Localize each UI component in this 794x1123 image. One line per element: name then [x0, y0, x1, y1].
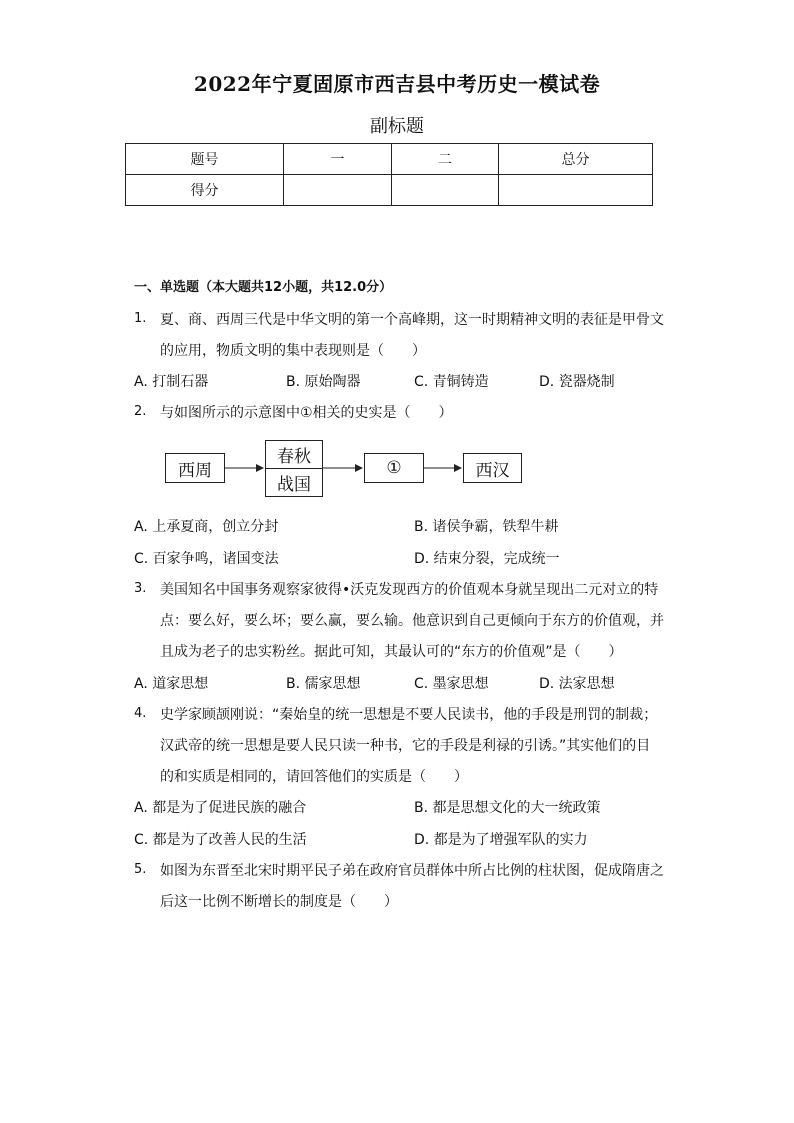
score-cell[interactable] — [284, 175, 392, 206]
option-d[interactable]: D. 法家思想 — [539, 676, 615, 692]
diagram-box-circled-one: ① — [364, 453, 424, 483]
option-b[interactable]: B. 儒家思想 — [286, 676, 361, 692]
score-table-header-row — [126, 144, 653, 175]
question-number: 4. — [134, 706, 147, 721]
score-cell[interactable] — [499, 175, 653, 206]
question-text-line: 汉武帝的统一思想是要人民只读一种书，它的手段是利禄的引诱。”其实他们的目 — [160, 738, 651, 754]
diagram-box-xihan: 西汉 — [463, 453, 522, 483]
score-header-cell: 二 — [392, 144, 499, 175]
option-c[interactable]: C. 百家争鸣，诸国变法 — [134, 551, 279, 567]
question-text-line: 史学家顾颉刚说：“秦始皇的统一思想是不要人民读书，他的手段是刑罚的制裁； — [160, 707, 658, 723]
question-text-line: 的应用，物质文明的集中表现则是（ ） — [160, 343, 426, 359]
option-c[interactable]: C. 都是为了改善人民的生活 — [134, 832, 307, 848]
option-a[interactable]: A. 打制石器 — [134, 374, 209, 390]
page-subtitle: 副标题 — [370, 116, 424, 137]
score-table-row — [126, 175, 653, 206]
option-a[interactable]: A. 上承夏商，创立分封 — [134, 519, 279, 535]
question-number: 2. — [134, 404, 147, 419]
diagram-box-xizhou: 西周 — [165, 453, 225, 483]
option-a[interactable]: A. 都是为了促进民族的融合 — [134, 800, 307, 816]
question-text-line: 如图为东晋至北宋时期平民子弟在政府官员群体中所占比例的柱状图，促成隋唐之 — [160, 863, 664, 879]
diagram-label-zhanguo: 战国 — [277, 475, 311, 495]
option-b[interactable]: B. 原始陶器 — [286, 374, 361, 390]
score-header-cell: 一 — [284, 144, 392, 175]
score-cell[interactable] — [392, 175, 499, 206]
option-c[interactable]: C. 青铜铸造 — [414, 374, 489, 390]
option-d[interactable]: D. 瓷器烧制 — [539, 374, 615, 390]
section-heading: 一、单选题（本大题共12小题，共12.0分） — [134, 280, 393, 295]
option-c[interactable]: C. 墨家思想 — [414, 676, 489, 692]
score-row-label: 得分 — [126, 175, 284, 206]
option-d[interactable]: D. 都是为了增强军队的实力 — [414, 832, 588, 848]
score-table — [125, 143, 653, 206]
question-number: 5. — [134, 862, 147, 877]
diagram-box-chunqiu-zhanguo — [265, 440, 323, 497]
score-header-cell: 题号 — [126, 144, 284, 175]
option-d[interactable]: D. 结束分裂，完成统一 — [414, 551, 560, 567]
question-text-line: 的和实质是相同的，请回答他们的实质是（ ） — [160, 769, 468, 785]
question-text-line: 美国知名中国事务观察家彼得•沃克发现西方的价值观本身就呈现出二元对立的特 — [160, 582, 659, 598]
option-b[interactable]: B. 诸侯争霸，铁犁牛耕 — [414, 519, 559, 535]
option-b[interactable]: B. 都是思想文化的大一统政策 — [414, 800, 601, 816]
diagram-label-chunqiu: 春秋 — [266, 441, 322, 469]
question-number: 1. — [134, 311, 147, 326]
question-text-line: 与如图所示的示意图中①相关的史实是（ ） — [160, 405, 453, 421]
option-a[interactable]: A. 道家思想 — [134, 676, 209, 692]
score-header-cell: 总分 — [499, 144, 653, 175]
question-text-line: 夏、商、西周三代是中华文明的第一个高峰期，这一时期精神文明的表征是甲骨文 — [160, 312, 664, 328]
question-text-line: 后这一比例不断增长的制度是（ ） — [160, 894, 398, 910]
question-number: 3. — [134, 581, 147, 596]
question-text-line: 且成为老子的忠实粉丝。据此可知，其最认可的“东方的价值观”是（ ） — [160, 644, 623, 660]
page-title: 2022年宁夏固原市西吉县中考历史一模试卷 — [193, 72, 601, 96]
question-text-line: 点：要么好，要么坏；要么赢，要么输。他意识到自己更倾向于东方的价值观，并 — [160, 613, 664, 629]
